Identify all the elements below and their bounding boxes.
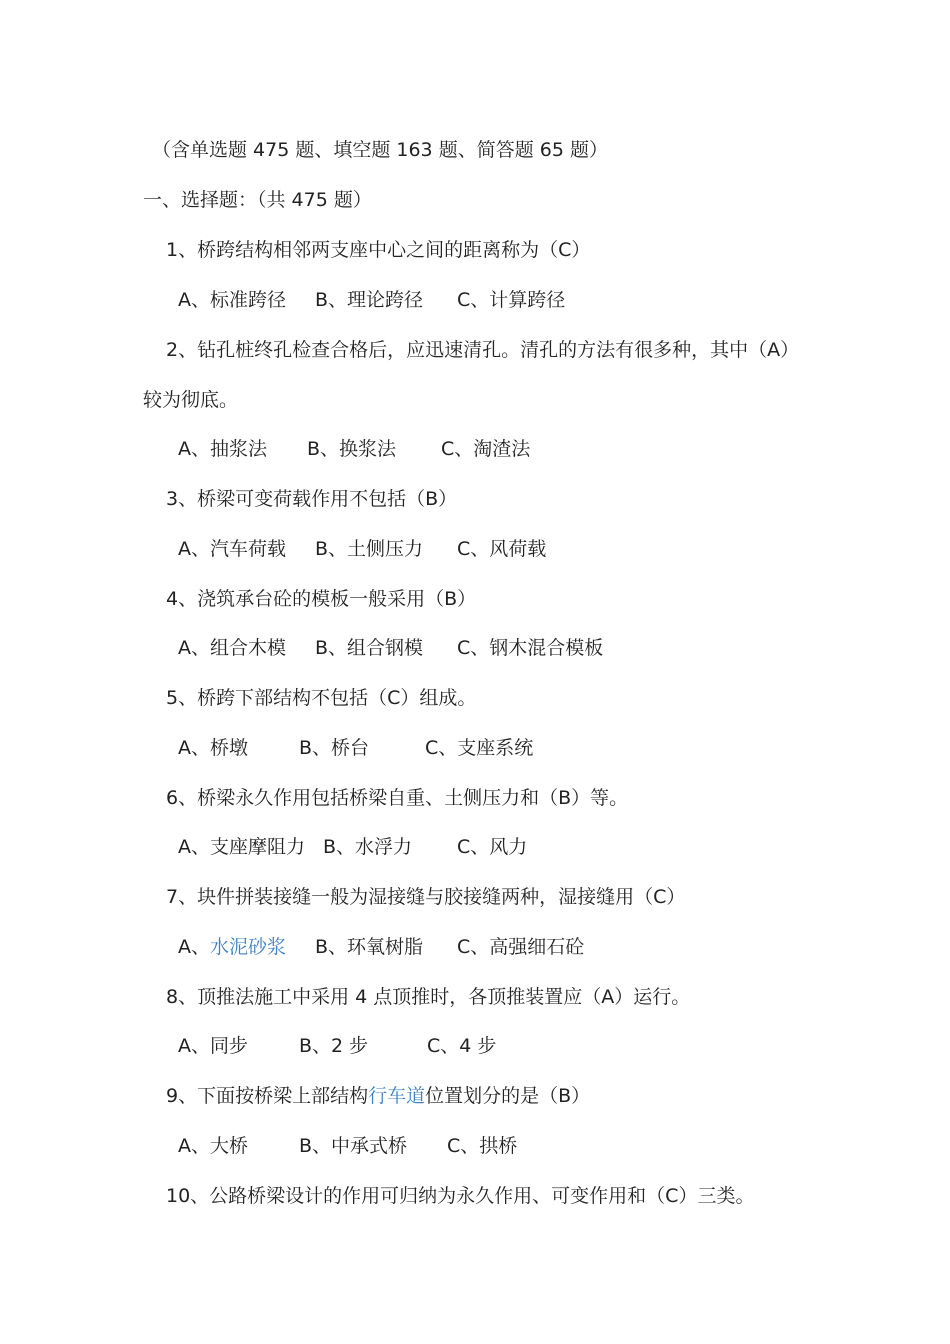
question-9-option-c: C、拱桥 — [447, 1135, 518, 1157]
question-5-option-b: B、桥台 — [299, 737, 370, 759]
question-8-option-c: C、4 步 — [427, 1035, 497, 1057]
question-8-option-b: B、2 步 — [299, 1035, 369, 1057]
question-7-stem: 7、块件拼装接缝一般为湿接缝与胶接缝两种，湿接缝用（C） — [166, 886, 686, 908]
question-5-stem: 5、桥跨下部结构不包括（C）组成。 — [166, 687, 477, 709]
question-5-option-a: A、桥墩 — [178, 737, 248, 759]
question-5-option-c: C、支座系统 — [425, 737, 534, 759]
question-3-stem: 3、桥梁可变荷载作用不包括（B） — [166, 488, 458, 510]
question-6-stem: 6、桥梁永久作用包括桥梁自重、土侧压力和（B）等。 — [166, 787, 629, 809]
question-3-option-c: C、风荷载 — [457, 538, 547, 560]
question-9-stem-prefix: 9、下面按桥梁上部结构 — [166, 1085, 369, 1107]
question-2-option-a: A、抽浆法 — [178, 438, 267, 460]
question-3-option-b: B、土侧压力 — [315, 538, 424, 560]
question-2-stem: 2、钻孔桩终孔检查合格后，应迅速清孔。清孔的方法有很多种，其中（A） — [166, 339, 800, 361]
question-2-option-c: C、淘渣法 — [441, 438, 531, 460]
question-count-summary: （含单选题 475 题、填空题 163 题、简答题 65 题） — [152, 139, 608, 161]
question-3-option-a: A、汽车荷载 — [178, 538, 286, 560]
question-7-option-a — [178, 934, 286, 960]
question-4-option-a: A、组合木模 — [178, 637, 286, 659]
question-9-option-b: B、中承式桥 — [299, 1135, 408, 1157]
question-6-option-c: C、风力 — [457, 836, 528, 858]
question-2-option-b: B、换浆法 — [307, 438, 397, 460]
question-1-option-b: B、理论跨径 — [315, 289, 424, 311]
question-6-option-a: A、支座摩阻力 — [178, 836, 305, 858]
question-7-option-c: C、高强细石砼 — [457, 936, 585, 958]
section-title: 一、选择题：（共 475 题） — [143, 189, 372, 211]
question-7-option-a-prefix: A、 — [178, 936, 210, 958]
question-9-option-a: A、大桥 — [178, 1135, 248, 1157]
question-9-stem-link[interactable]: 行车道 — [368, 1085, 426, 1107]
question-1-option-a: A、标准跨径 — [178, 289, 286, 311]
question-1-option-c: C、计算跨径 — [457, 289, 566, 311]
question-7-option-b: B、环氧树脂 — [315, 936, 424, 958]
question-9-stem — [166, 1083, 590, 1109]
question-4-stem: 4、浇筑承台砼的模板一般采用（B） — [166, 588, 477, 610]
question-6-option-b: B、水浮力 — [323, 836, 413, 858]
question-1-stem: 1、桥跨结构相邻两支座中心之间的距离称为（C） — [166, 239, 591, 261]
question-8-stem: 8、顶推法施工中采用 4 点顶推时，各顶推装置应（A）运行。 — [166, 986, 691, 1008]
question-4-option-b: B、组合钢模 — [315, 637, 424, 659]
question-10-stem: 10、公路桥梁设计的作用可归纳为永久作用、可变作用和（C）三类。 — [166, 1185, 755, 1207]
question-7-option-a-link[interactable]: 水泥砂浆 — [210, 936, 287, 958]
question-9-stem-suffix: 位置划分的是（B） — [425, 1085, 591, 1107]
question-2-stem-continued: 较为彻底。 — [143, 389, 239, 411]
question-8-option-a: A、同步 — [178, 1035, 248, 1057]
question-4-option-c: C、钢木混合模板 — [457, 637, 604, 659]
